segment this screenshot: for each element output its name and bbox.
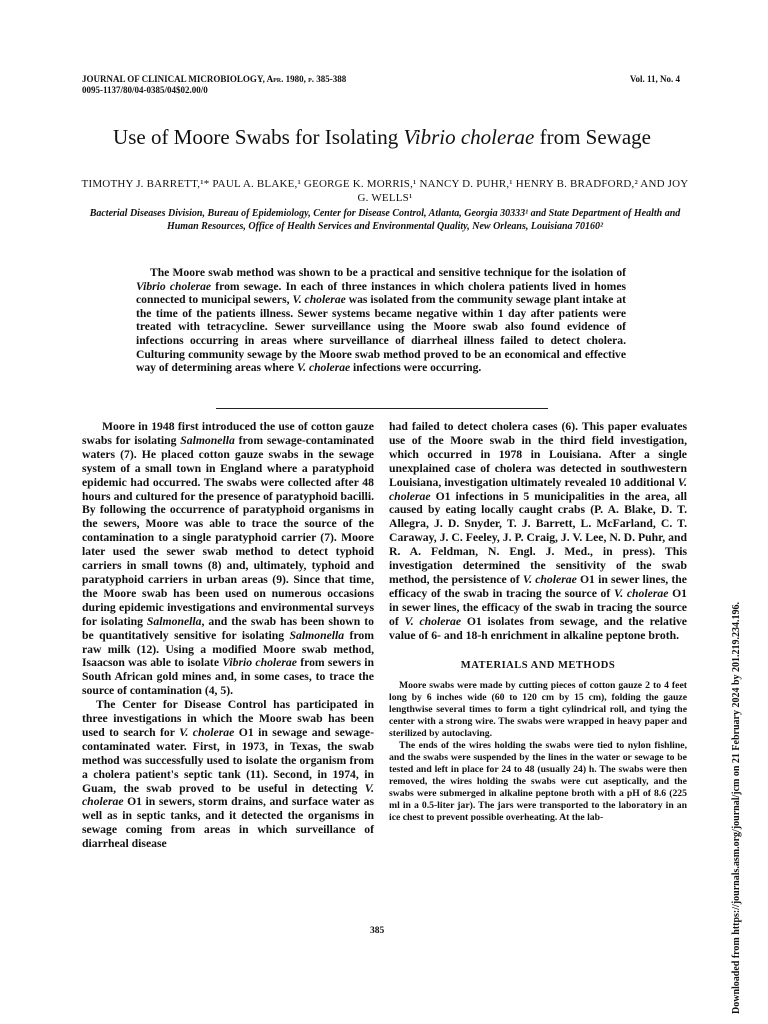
intro-paragraph-1: Moore in 1948 first introduced the use of cotton gauze swabs for isolating Salmonella from sewage-contaminated waters (7). He placed cotton gauze swabs in the sewage system of a small town in England where a paratyphoid epidemic had occurred. The swabs were collected after 48 hours and cultured for the presence of paratyphoid bacilli. By following the occurrence of paratyphoid organisms in the sewers, Moore was able to trace the source of the contamination to a single paratyphoid carrier (7). Moore later used the sewer swab method to detect typhoid carriers in small towns (8) and, ultimately, typhoid and paratyphoid carriers in urban areas (9). Since that time, the Moore swab has been used on numerous occasions during epidemic investigations and environmental surveys for isolating Salmonella, and the swab has been shown to be quantitatively sensitive for isolating Salmonella from raw milk (12). Using a modified Moore swab method, Isaacson was able to isolate Vibrio cholerae from sewers in South African gold mines and, in some cases, to trace the source of contamination (4, 5). xyxy=(82,420,375,698)
intro-paragraph-3: had failed to detect cholera cases (6). This paper evaluates use of the Moore swab in the third field investigation, which occurred in 1978 in Louisiana. After a single unexplained case of cholera was detected in southwestern Louisiana, investigation ultimately revealed 10 additional V. cholerae O1 infections in 5 municipalities in the area, all caused by eating locally caught crabs (P. A. Blake, D. T. Allegra, J. D. Snyder, T. J. Barrett, L. McFarland, C. T. Caraway, J. C. Feeley, J. P. Craig, J. V. Lee, N. D. Puhr, and R. A. Feldman, N. Engl. J. Med., in press). This investigation determined the sensitivity of the swab method, the persistence of V. cholerae O1 in sewer lines, the efficacy of the swab in tracing the source of V. cholerae O1 in sewer lines, the efficacy of the swab in tracing the source of V. cholerae O1 isolates from sewage, and the relative value of 6- and 18-h enrichment in alkaline peptone broth. xyxy=(389,420,688,642)
intro-paragraph-2: The Center for Disease Control has participated in three investigations in which the Moore swab has been used to search for V. cholerae O1 in sewage and sewage-contaminated water. First, in 1973, in Texas, the swab method was successfully used to isolate the organism from a cholera patient's septic tank (11). Second, in 1974, in Guam, the swab proved to be useful in detecting V. cholerae O1 in sewers, storm drains, and surface water as well as in septic tanks, and it detected the organisms in sewage coming from areas in which surveillance of diarrheal disease xyxy=(82,698,374,851)
abstract-divider xyxy=(216,408,548,409)
right-column xyxy=(389,420,687,824)
affiliations: Bacterial Diseases Division, Bureau of Epidemiology, Center for Disease Control, Atlanta, Georgia 30333¹ and State Department of Health and Human Resources, Office of Health Services and Environmental Quality, New Orleans, Louisiana 70160² xyxy=(89,208,681,232)
download-watermark: Downloaded from https://journals.asm.org/journal/jcm on 21 February 2024 by 201.219.234.196. xyxy=(731,601,742,1014)
author-list: TIMOTHY J. BARRETT,¹* PAUL A. BLAKE,¹ GEORGE K. MORRIS,¹ NANCY D. PUHR,¹ HENRY B. BRADFORD,² AND JOY G. WELLS¹ xyxy=(81,178,689,204)
methods-paragraph-2: The ends of the wires holding the swabs were tied to nylon fishline, and the swabs were suspended by the lines in the water or sewage to be tested and left in place for 24 to 48 (usually 24) h. The swabs were then removed, the wires holding the swabs were cut aseptically, and the swabs were submerged in alkaline peptone broth with a pH of 8.6 (225 ml in a 0.5-liter jar). The jars were transported to the laboratory in an ice chest to prevent possible overheating. At the lab- xyxy=(389,740,687,824)
abstract: The Moore swab method was shown to be a practical and sensitive technique for the isolation of Vibrio cholerae from sewage. In each of three instances in which cholera patients lived in homes connected to municipal sewers, V. cholerae was isolated from the community sewage plant intake at the time of the patients illness. Sewer systems became negative within 1 day after patients were treated with tetracycline. Sewer surveillance using the Moore swab also found evidence of infections occurring in areas where surveillance of diarrheal illness failed to detect cholera. Culturing community sewage by the Moore swab method proved to be an economical and effective way of determining areas where V. cholerae infections were occurring. xyxy=(136,266,626,375)
page-number: 385 xyxy=(370,926,385,936)
section-heading-methods: MATERIALS AND METHODS xyxy=(460,659,616,671)
volume-issue: Vol. 11, No. 4 xyxy=(629,74,680,84)
journal-citation: JOURNAL OF CLINICAL MICROBIOLOGY, Apr. 1980, p. 385-388 xyxy=(82,74,347,84)
journal-header xyxy=(82,74,680,96)
article-title: Use of Moore Swabs for Isolating Vibrio cholerae from Sewage xyxy=(113,125,651,149)
issn-line: 0095-1137/80/04-0385/04$02.00/0 xyxy=(82,85,208,95)
left-column xyxy=(82,420,374,851)
methods-paragraph-1: Moore swabs were made by cutting pieces of cotton gauze 2 to 4 feet long by 6 inches wide (60 to 120 cm by 15 cm), folding the gauze lengthwise several times to form a tight cylindrical roll, and tying the center with a strong wire. The swabs were wrapped in heavy paper and sterilized by autoclaving. xyxy=(389,680,687,740)
